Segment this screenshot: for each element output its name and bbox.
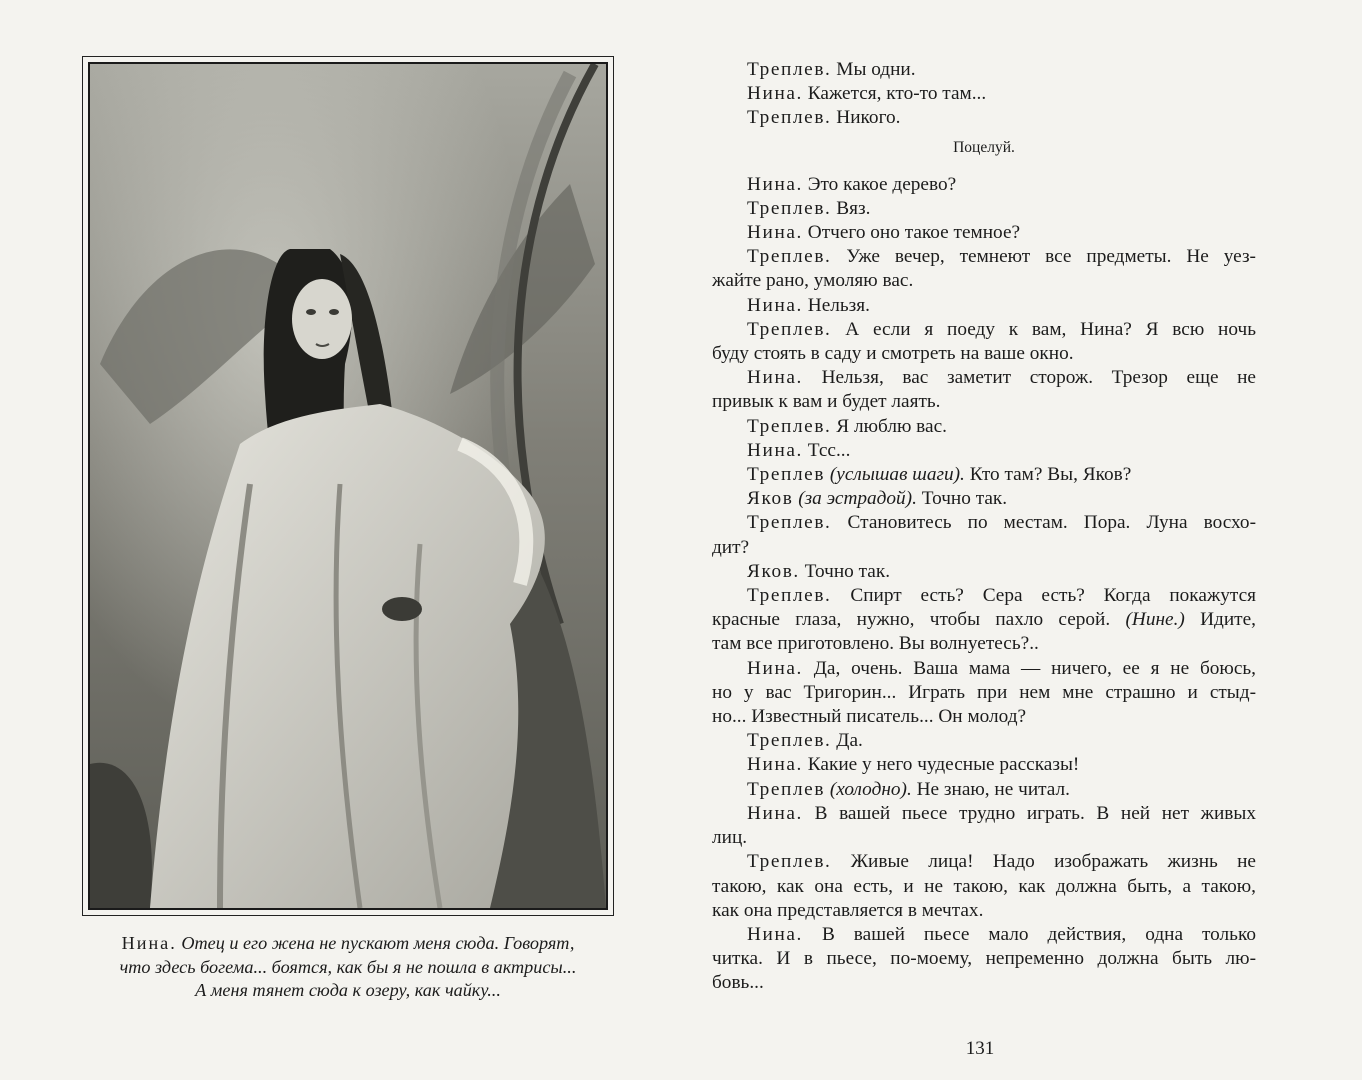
line-text: Спирт есть? Сера есть? Когда покажутся bbox=[850, 585, 1256, 607]
text-continuation-line bbox=[712, 705, 1256, 729]
dialogue-line bbox=[712, 173, 1256, 197]
speaker-name: Треплев. bbox=[747, 585, 832, 607]
nina-photo-drawing bbox=[90, 64, 606, 908]
caption-line-3: А меня тянет сюда к озеру, как чайку... bbox=[195, 980, 501, 1000]
line-text: Никого. bbox=[836, 107, 901, 129]
speaker-name: Яков. bbox=[747, 560, 800, 582]
line-text: Какие у него чудесные рассказы! bbox=[807, 754, 1080, 776]
play-text-column bbox=[712, 58, 1256, 996]
dialogue-line bbox=[712, 487, 1256, 511]
stage-remark: (за эстрадой). bbox=[798, 488, 917, 510]
text-continuation-line bbox=[712, 632, 1256, 656]
speaker-name: Нина. bbox=[747, 173, 803, 195]
speaker-name: Треплев. bbox=[747, 197, 832, 219]
speaker-name: Нина. bbox=[747, 754, 803, 776]
line-text: Это какое дерево? bbox=[807, 173, 957, 195]
line-text: Я люблю вас. bbox=[836, 415, 947, 437]
speaker-name: Нина. bbox=[747, 367, 803, 389]
dialogue-line bbox=[712, 511, 1256, 535]
line-text: там все приготовлено. Вы волнуетесь?.. bbox=[712, 633, 1039, 655]
line-text: привык к вам и будет лаять. bbox=[712, 391, 941, 413]
speaker-name: Нина. bbox=[747, 657, 803, 679]
speaker-name: Нина. bbox=[747, 439, 803, 461]
speaker-name: Нина. bbox=[747, 923, 803, 945]
line-text: жайте рано, умоляю вас. bbox=[712, 270, 914, 292]
dialogue-line bbox=[712, 850, 1256, 874]
speaker-name: Нина. bbox=[747, 802, 803, 824]
page-number: 131 bbox=[965, 1038, 995, 1059]
dialogue-line bbox=[712, 729, 1256, 753]
dialogue-line bbox=[712, 584, 1256, 608]
text-continuation-line bbox=[712, 875, 1256, 899]
line-text: А если я поеду к вам, Нина? Я всю ночь bbox=[845, 318, 1256, 340]
line-text: В вашей пьесе трудно играть. В ней нет живых bbox=[814, 802, 1256, 824]
dialogue-line bbox=[712, 802, 1256, 826]
line-text: буду стоять в саду и смотреть на ваше окно. bbox=[712, 343, 1074, 365]
speaker-name: Треплев. bbox=[747, 730, 832, 752]
speaker-name: Треплев. bbox=[747, 851, 832, 873]
line-text: Отчего оно такое темное? bbox=[807, 222, 1021, 244]
dialogue-line bbox=[712, 294, 1256, 318]
text-continuation-line bbox=[712, 342, 1256, 366]
illustration-caption bbox=[82, 932, 614, 1003]
dialogue-line bbox=[712, 318, 1256, 342]
line-text: Кто там? Вы, Яков? bbox=[969, 464, 1132, 486]
text-continuation-line bbox=[712, 269, 1256, 293]
line-text: Становитесь по местам. Пора. Луна восхо- bbox=[847, 512, 1256, 534]
speaker-name: Яков bbox=[747, 488, 794, 510]
line-text: Не знаю, не читал. bbox=[916, 778, 1070, 800]
text-continuation-line bbox=[712, 681, 1256, 705]
dialogue-line bbox=[712, 245, 1256, 269]
stage-direction: Поцелуй. bbox=[953, 138, 1015, 156]
stage-remark: (Нине.) bbox=[1125, 609, 1185, 631]
caption-speaker: Нина. bbox=[121, 933, 177, 953]
line-text: Уже вечер, темнеют все предметы. Не уез- bbox=[846, 246, 1256, 268]
line-text: дит? bbox=[712, 536, 750, 558]
speaker-name: Нина. bbox=[747, 83, 803, 105]
speaker-name: Треплев. bbox=[747, 318, 832, 340]
dialogue-line bbox=[712, 366, 1256, 390]
caption-line-1 bbox=[82, 932, 614, 956]
nina-photograph bbox=[88, 62, 608, 910]
speaker-name: Треплев. bbox=[747, 512, 832, 534]
line-text: Идите, bbox=[1200, 609, 1256, 631]
line-text: бовь... bbox=[712, 972, 764, 994]
speaker-name: Треплев. bbox=[747, 415, 832, 437]
line-text: Кажется, кто-то там... bbox=[807, 83, 987, 105]
speaker-name: Нина. bbox=[747, 294, 803, 316]
dialogue-line bbox=[712, 560, 1256, 584]
dialogue-line bbox=[712, 415, 1256, 439]
line-text: Мы одни. bbox=[836, 59, 916, 80]
line-text: Тсс... bbox=[807, 439, 851, 461]
line-text: такою, как она есть, и не такою, как должна быть, а такою, bbox=[712, 875, 1256, 897]
dialogue-line bbox=[712, 657, 1256, 681]
stage-remark: (холодно). bbox=[829, 778, 912, 800]
text-continuation-line bbox=[712, 947, 1256, 971]
line-text: Да. bbox=[836, 730, 863, 752]
dialogue-line bbox=[712, 221, 1256, 245]
line-text: Точно так. bbox=[804, 560, 891, 582]
speaker-name: Треплев bbox=[747, 778, 826, 800]
caption-text-1: Отец и его жена не пускают меня сюда. Говорят, bbox=[181, 933, 575, 953]
line-text: но у вас Тригорин... Играть при нем мне страшно и стыд- bbox=[712, 681, 1256, 703]
line-text: но... Известный писатель... Он молод? bbox=[712, 706, 1027, 728]
speaker-name: Треплев. bbox=[747, 59, 832, 80]
dialogue-line bbox=[712, 106, 1256, 130]
text-continuation-line bbox=[712, 608, 1256, 632]
line-text: В вашей пьесе мало действия, одна только bbox=[821, 923, 1257, 945]
line-text: красные глаза, нужно, чтобы пахло серой. bbox=[712, 609, 1111, 631]
dialogue-line bbox=[712, 197, 1256, 221]
illustration-frame bbox=[82, 56, 614, 916]
stage-remark: (услышав шаги). bbox=[829, 464, 965, 486]
line-text: Вяз. bbox=[836, 197, 871, 219]
text-continuation-line bbox=[712, 899, 1256, 923]
dialogue-line bbox=[712, 778, 1256, 802]
speaker-name: Треплев bbox=[747, 464, 826, 486]
dialogue-line bbox=[712, 82, 1256, 106]
dialogue-line bbox=[712, 463, 1256, 487]
speaker-name: Треплев. bbox=[747, 107, 832, 129]
line-text: Нельзя. bbox=[807, 294, 870, 316]
line-text: Точно так. bbox=[921, 488, 1008, 510]
caption-line-2: что здесь богема... боятся, как бы я не пошла в актрисы... bbox=[119, 956, 577, 977]
line-text: лиц. bbox=[712, 827, 748, 849]
text-continuation-line bbox=[712, 536, 1256, 560]
text-continuation-line bbox=[712, 826, 1256, 850]
line-text: Нельзя, вас заметит сторож. Трезор еще не bbox=[821, 367, 1256, 389]
text-continuation-line bbox=[712, 971, 1256, 995]
line-text: Живые лица! Надо изображать жизнь не bbox=[850, 851, 1256, 873]
line-text: читка. И в пьесе, по-моему, непременно должна быть лю- bbox=[712, 948, 1256, 970]
dialogue-line bbox=[712, 439, 1256, 463]
line-text: как она представляется в мечтах. bbox=[712, 899, 984, 921]
dialogue-line bbox=[712, 753, 1256, 777]
text-continuation-line bbox=[712, 390, 1256, 414]
line-text: Да, очень. Ваша мама — ничего, ее я не боюсь, bbox=[813, 657, 1256, 679]
dialogue-line bbox=[712, 58, 1256, 82]
dialogue-line bbox=[712, 923, 1256, 947]
speaker-name: Треплев. bbox=[747, 246, 832, 268]
speaker-name: Нина. bbox=[747, 222, 803, 244]
